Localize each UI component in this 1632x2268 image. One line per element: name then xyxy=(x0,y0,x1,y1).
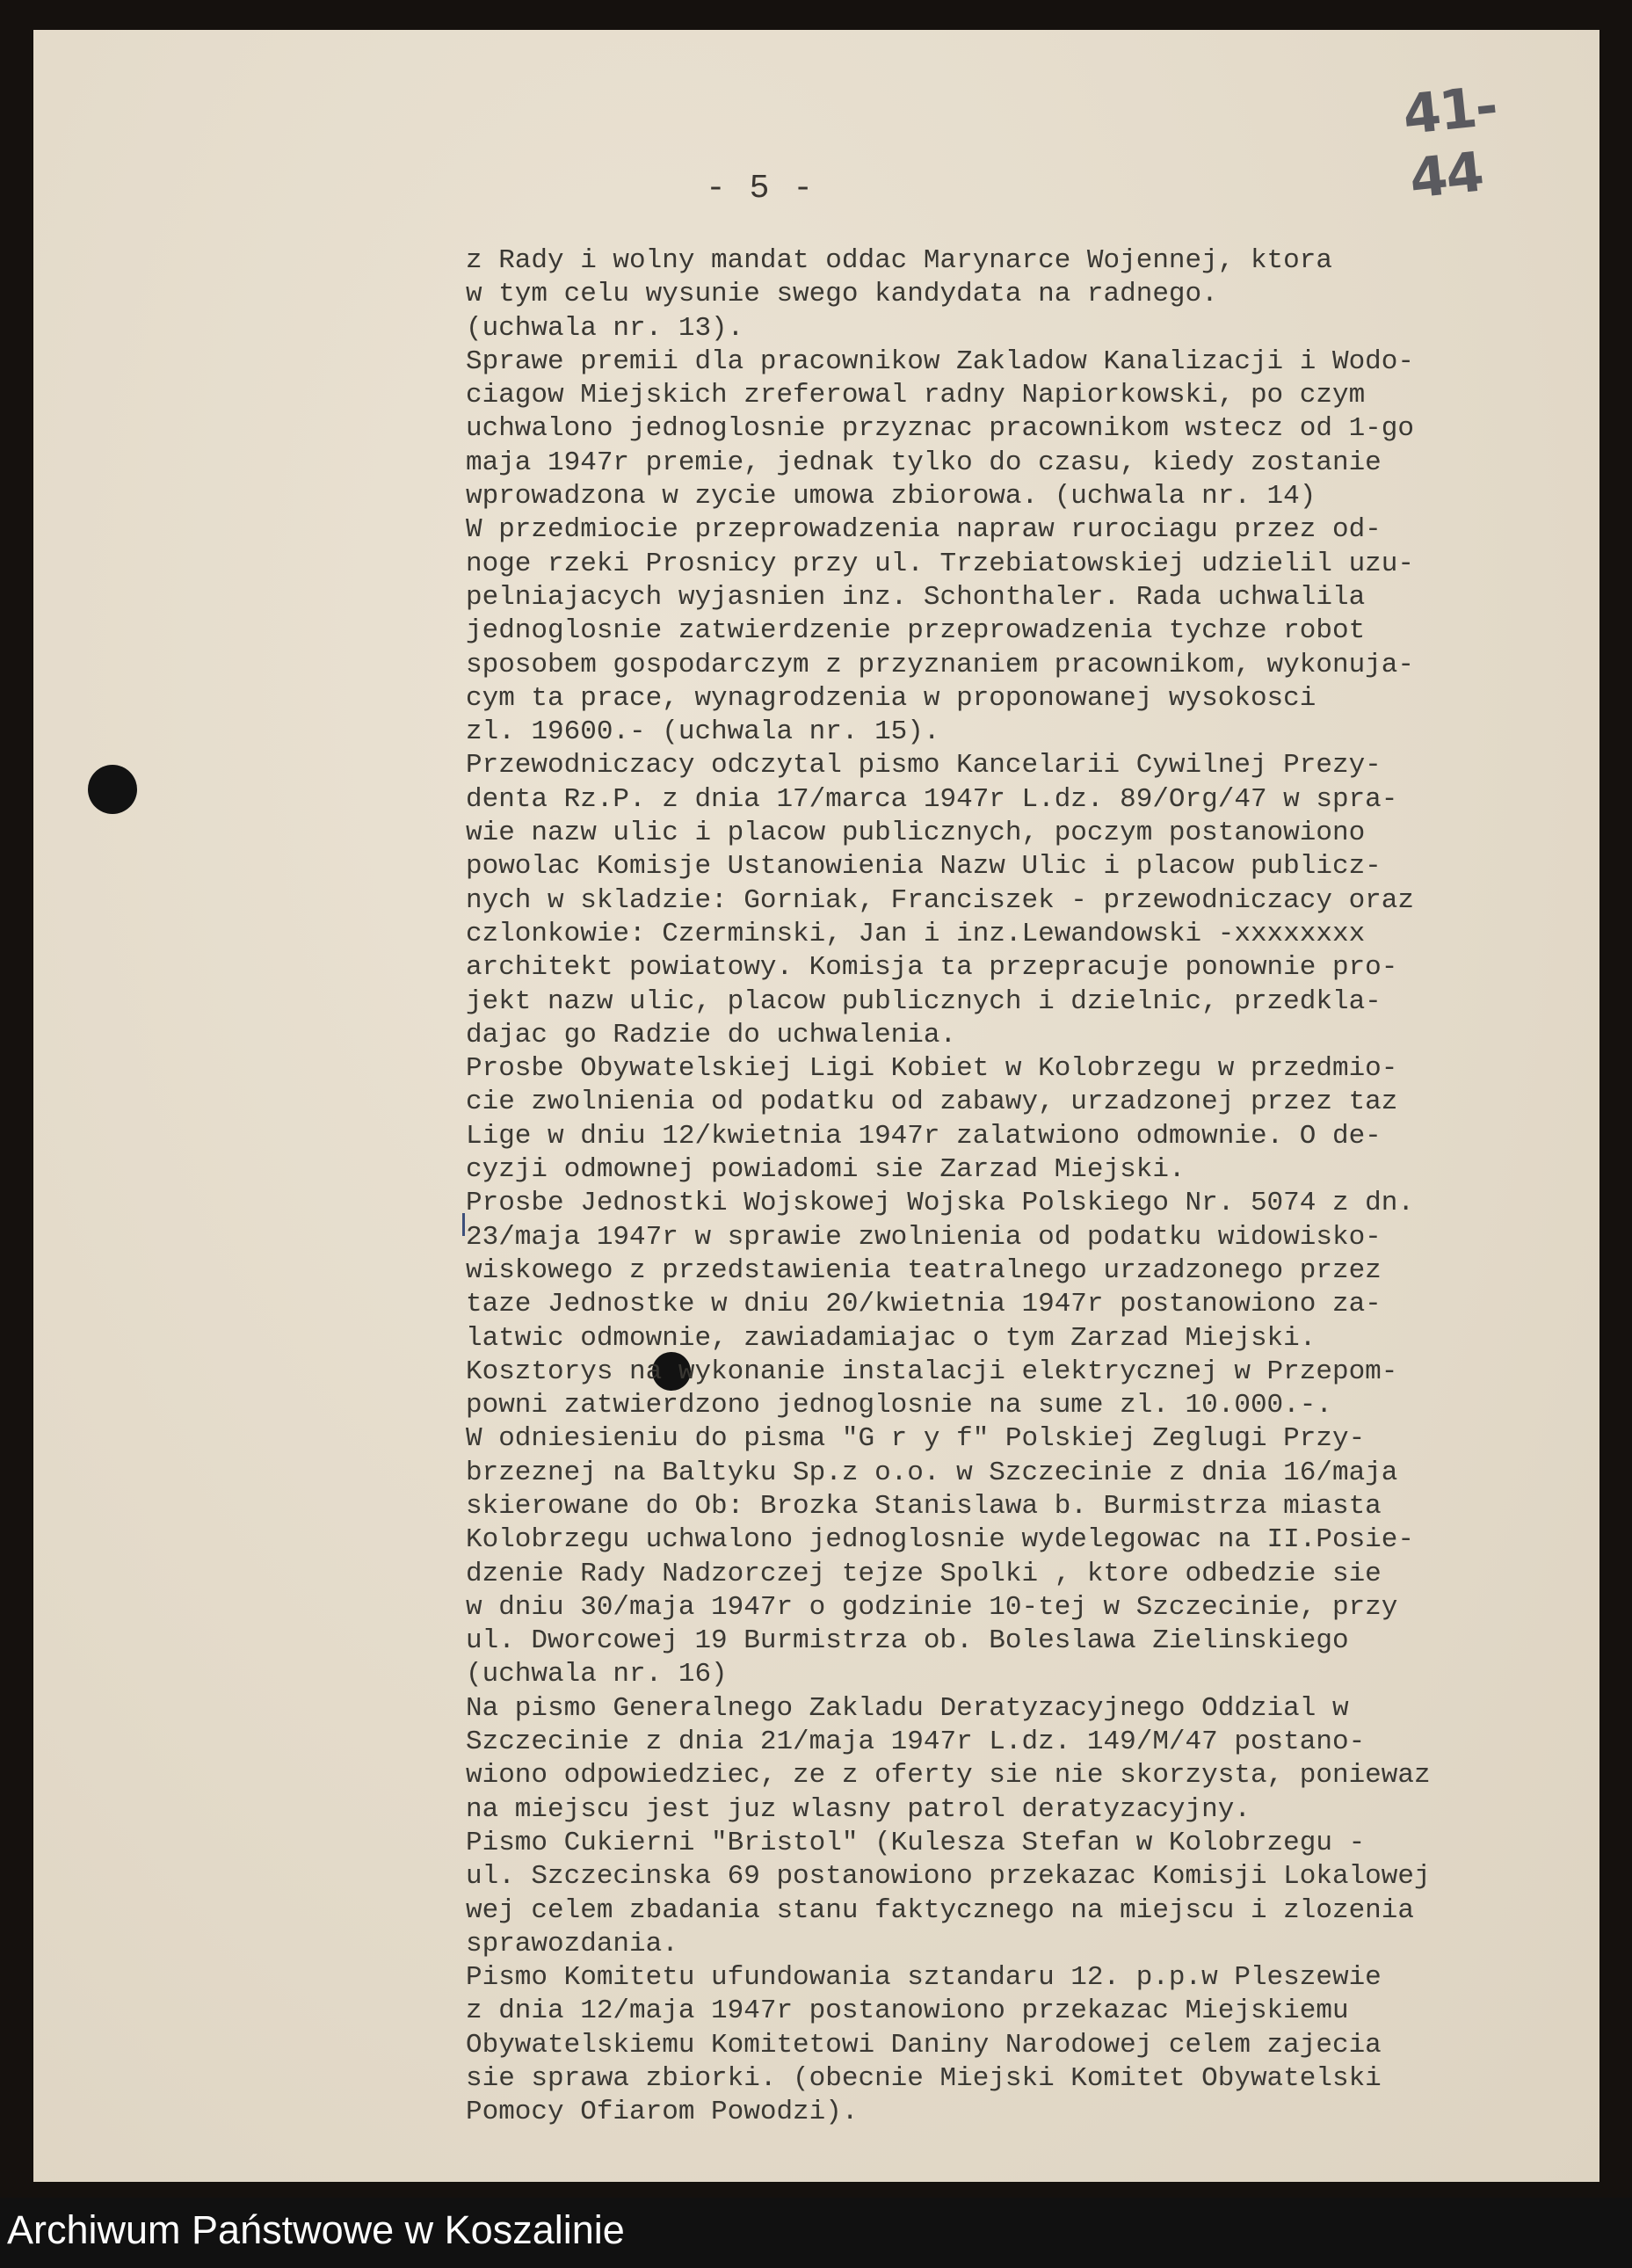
text-line: na miejscu jest juz wlasny patrol deratyzacyjny. xyxy=(466,1793,1251,1825)
text-line: w dniu 30/maja 1947r o godzinie 10-tej w Szczecinie, przy xyxy=(466,1591,1398,1623)
text-line: Prosbe Jednostki Wojskowej Wojska Polskiego Nr. 5074 z dn. xyxy=(466,1188,1414,1219)
text-line: W odniesieniu do pisma "G r y f" Polskiej Zeglugi Przy- xyxy=(466,1423,1366,1455)
text-line: denta Rz.P. z dnia 17/marca 1947r L.dz. 89/Org/47 w spra- xyxy=(466,783,1398,815)
text-line: Pismo Komitetu ufundowania sztandaru 12. p.p.w Pleszewie xyxy=(466,1962,1382,1994)
text-line: skierowane do Ob: Brozka Stanislawa b. Burmistrza miasta xyxy=(466,1490,1382,1522)
text-line: ul. Szczecinska 69 postanowiono przekazac Komisji Lokalowej xyxy=(466,1861,1431,1893)
text-line: cie zwolnienia od podatku od zabawy, urzadzonej przez taz xyxy=(466,1087,1398,1118)
punch-hole-top xyxy=(88,765,137,814)
text-line: wie nazw ulic i placow publicznych, poczym postanowiono xyxy=(466,818,1366,849)
text-line: sie sprawa zbiorki. (obecnie Miejski Komitet Obywatelski xyxy=(466,2063,1382,2095)
text-line: ciagow Miejskich zreferowal radny Napiorkowski, po czym xyxy=(466,380,1366,411)
text-line: noge rzeki Prosnicy przy ul. Trzebiatowskiej udzielil uzu- xyxy=(466,548,1414,579)
text-line: latwic odmownie, zawiadamiajac o tym Zarzad Miejski. xyxy=(466,1322,1316,1354)
text-line: wej celem zbadania stanu faktycznego na miejscu i zlozenia xyxy=(466,1894,1414,1926)
text-line: dajac go Radzie do uchwalenia. xyxy=(466,1019,957,1050)
text-line: ul. Dworcowej 19 Burmistrza ob. Boleslawa Zielinskiego xyxy=(466,1625,1349,1657)
text-line: jekt nazw ulic, placow publicznych i dzielnic, przedkla- xyxy=(466,985,1382,1017)
text-line: Na pismo Generalnego Zakladu Deratyzacyjnego Oddzial w xyxy=(466,1692,1349,1724)
text-line: czlonkowie: Czerminski, Jan i inz.Lewandowski -xxxxxxxx xyxy=(466,918,1366,949)
text-line: dzenie Rady Nadzorczej tejze Spolki , ktore odbedzie sie xyxy=(466,1558,1382,1589)
text-line: Lige w dniu 12/kwietnia 1947r zalatwiono odmownie. O de- xyxy=(466,1120,1382,1152)
page-number: - 5 - xyxy=(705,170,816,207)
text-line: Pismo Cukierni "Bristol" (Kulesza Stefan w Kolobrzegu - xyxy=(466,1827,1366,1858)
text-line: powolac Komisje Ustanowienia Nazw Ulic i placow publicz- xyxy=(466,851,1382,883)
text-line: wprowadzona w zycie umowa zbiorowa. (uchwala nr. 14) xyxy=(466,481,1316,512)
text-line: W przedmiocie przeprowadzenia napraw rurociagu przez od- xyxy=(466,514,1382,546)
text-line: z dnia 12/maja 1947r postanowiono przekazac Miejskiemu xyxy=(466,1995,1349,2027)
text-line: (uchwala nr. 13). xyxy=(466,312,744,344)
text-line: Obywatelskiemu Komitetowi Daniny Narodowej celem zajecia xyxy=(466,2029,1382,2061)
text-line: Pomocy Ofiarom Powodzi). xyxy=(466,2097,859,2128)
text-line: pelniajacych wyjasnien inz. Schonthaler. Rada uchwalila xyxy=(466,581,1366,613)
text-line: jednoglosnie zatwierdzenie przeprowadzenia tychze robot xyxy=(466,615,1366,647)
text-line: powni zatwierdzono jednoglosnie na sume zl. 10.000.-. xyxy=(466,1390,1332,1421)
text-line: w tym celu wysunie swego kandydata na radnego. xyxy=(466,279,1218,310)
text-line: nych w skladzie: Gorniak, Franciszek - przewodniczacy oraz xyxy=(466,884,1414,916)
archive-name: Archiwum Państwowe w Koszalinie xyxy=(7,2207,625,2252)
text-line: cym ta prace, wynagrodzenia w proponowanej wysokosci xyxy=(466,682,1316,714)
text-line: cyzji odmownej powiadomi sie Zarzad Miejski. xyxy=(466,1154,1186,1186)
margin-mark xyxy=(462,1213,465,1236)
text-line: wiono odpowiedziec, ze z oferty sie nie skorzysta, poniewaz xyxy=(466,1760,1431,1792)
text-line: 23/maja 1947r w sprawie zwolnienia od podatku widowisko- xyxy=(466,1221,1382,1253)
text-line: uchwalono jednoglosnie przyznac pracownikom wstecz od 1-go xyxy=(466,413,1414,445)
text-line: z Rady i wolny mandat oddac Marynarce Wojennej, ktora xyxy=(466,245,1332,276)
text-line: Sprawe premii dla pracownikow Zakladow Kanalizacji i Wodo- xyxy=(466,345,1414,377)
text-line: sposobem gospodarczym z przyznaniem pracownikom, wykonuja- xyxy=(466,649,1414,680)
text-line: architekt powiatowy. Komisja ta przepracuje ponownie pro- xyxy=(466,952,1398,984)
text-line: zl. 19600.- (uchwala nr. 15). xyxy=(466,716,940,748)
text-line: taze Jednostke w dniu 20/kwietnia 1947r postanowiono za- xyxy=(466,1289,1382,1320)
text-line: Kolobrzegu uchwalono jednoglosnie wydelegowac na II.Posie- xyxy=(466,1524,1414,1556)
text-line: Kosztorys na wykonanie instalacji elektrycznej w Przepom- xyxy=(466,1356,1398,1387)
text-line: Prosbe Obywatelskiej Ligi Kobiet w Kolobrzegu w przedmio- xyxy=(466,1053,1398,1085)
archive-number: 41-44 xyxy=(1399,73,1499,211)
text-line: wiskowego z przedstawienia teatralnego urzadzonego przez xyxy=(466,1254,1382,1286)
text-line: brzeznej na Baltyku Sp.z o.o. w Szczecinie z dnia 16/maja xyxy=(466,1457,1398,1488)
text-line: sprawozdania. xyxy=(466,1928,678,1959)
document-body xyxy=(466,244,1547,2130)
text-line: (uchwala nr. 16) xyxy=(466,1659,728,1690)
text-line: Szczecinie z dnia 21/maja 1947r L.dz. 149/M/47 postano- xyxy=(466,1726,1366,1758)
text-line: maja 1947r premie, jednak tylko do czasu, kiedy zostanie xyxy=(466,447,1382,478)
text-line: Przewodniczacy odczytal pismo Kancelarii Cywilnej Prezy- xyxy=(466,750,1382,781)
